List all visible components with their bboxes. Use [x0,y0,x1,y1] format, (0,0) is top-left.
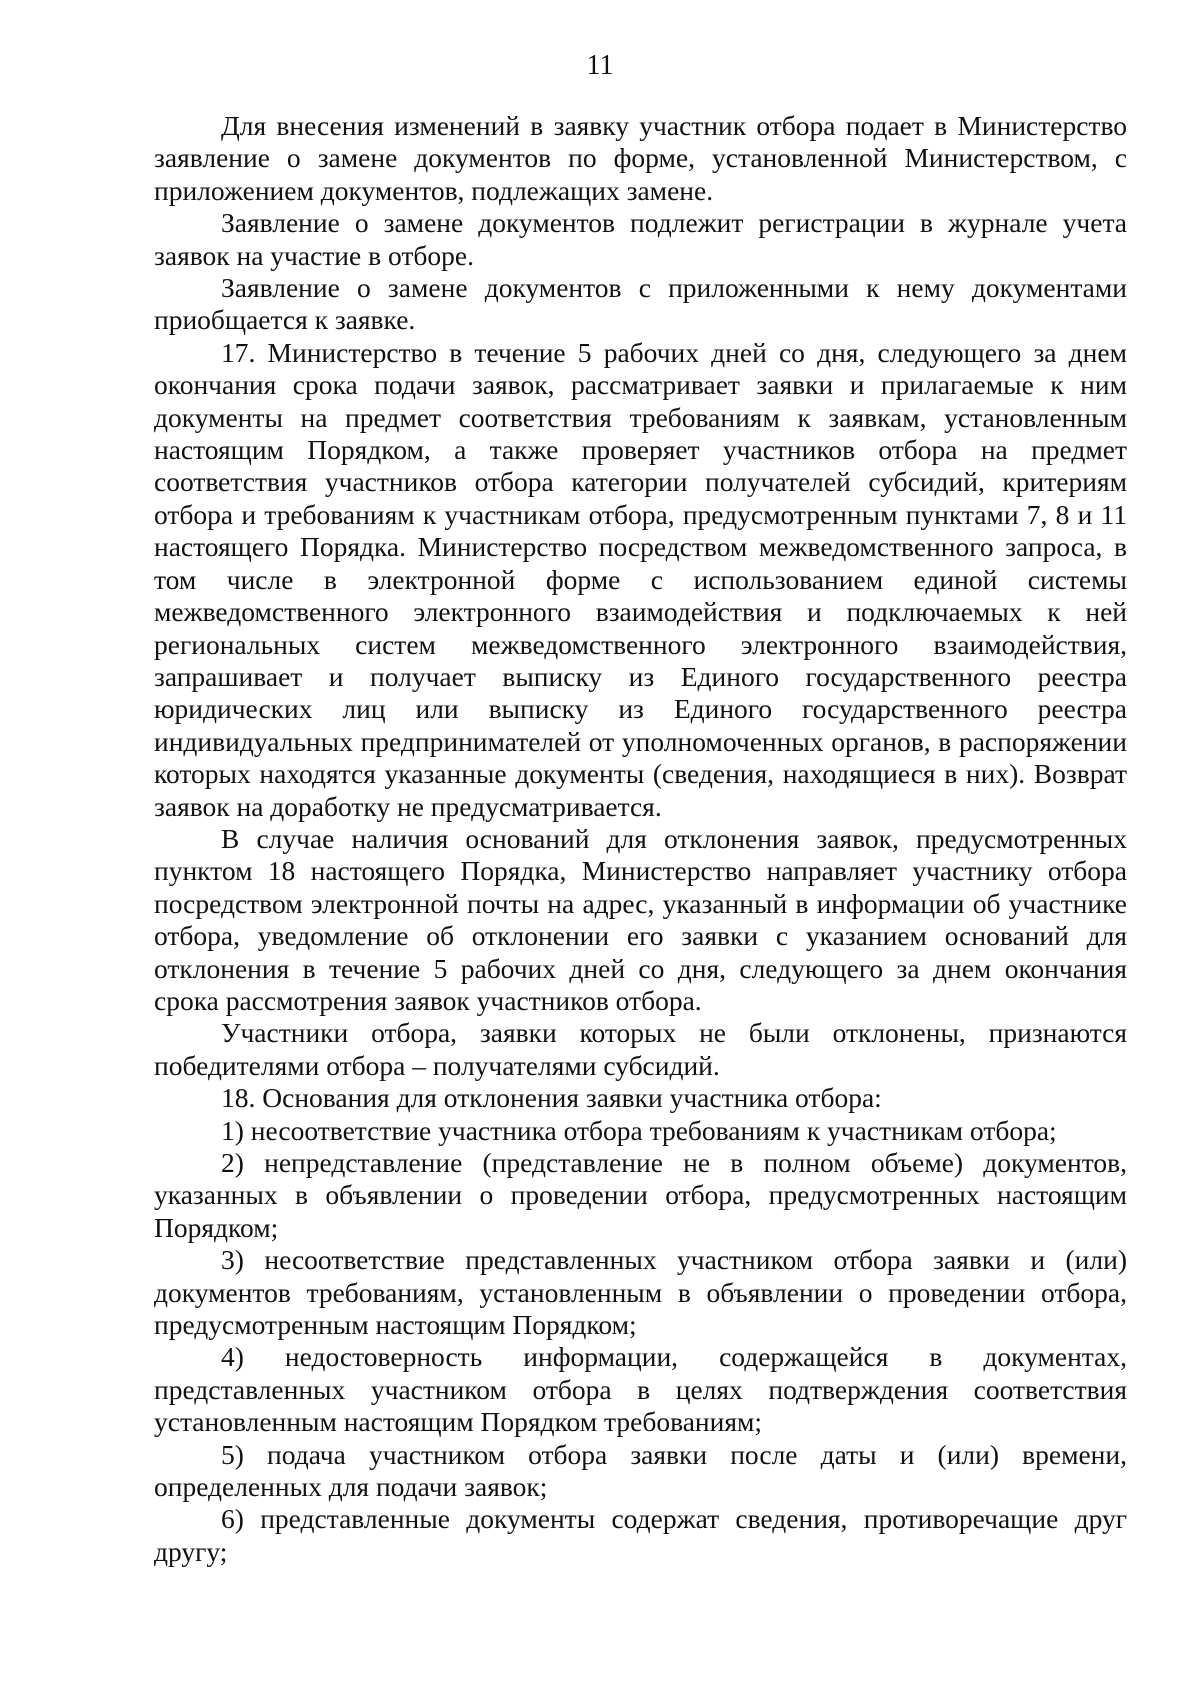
paragraph-winners: Участники отбора, заявки которых не были отклонены, признаются победителями отбора – получателями субсидий. [154,1017,1127,1081]
list-item-4: 4) недостоверность информации, содержащейся в документах, представленных участником отбора в целях подтверждения соответствия установленным настоящим Порядком требованиям; [154,1341,1127,1438]
list-item-1: 1) несоответствие участника отбора требованиям к участникам отбора; [221,1114,1057,1146]
list-item-5: 5) подача участником отбора заявки после даты и (или) времени, определенных для подачи заявок; [154,1438,1127,1503]
document-body [154,110,1127,1568]
paragraph-rejection-notice: В случае наличия оснований для отклонения заявок, предусмотренных пунктом 18 настоящего Порядка, Министерство направляет участнику отбора посредством электронной почты на адрес, указанный в информации об участнике отбора, уведомление об отклонении его заявки с указанием оснований для отклонения в течение 5 рабочих дней со дня, следующего за днем окончания срока рассмотрения заявок участников отбора. [154,822,1127,1016]
paragraph-attachment: Заявление о замене документов с приложенными к нему документами приобщается к заявке. [154,272,1127,336]
paragraph-17-review: 17. Министерство в течение 5 рабочих дней со дня, следующего за днем окончания срока подачи заявок, рассматривает заявки и прилагаемые к ним документы на предмет соответствия требованиям к заявкам, установленным настоящим Порядком, а также проверяет участников отбора на предмет соответствия участников отбора категории получателей субсидий, критериям отбора и требованиям к участникам отбора, предусмотренным пунктами 7, 8 и 11 настоящего Порядка. Министерство посредством межведомственного запроса, в том числе в электронной форме с использованием единой системы межведомственного электронного взаимодействия и подключаемых к ней региональных систем межведомственного электронного взаимодействия, запрашивает и получает выписку из Единого государственного реестра юридических лиц или выписку из Единого государственного реестра индивидуальных предпринимателей от уполномоченных органов, в распоряжении которых находятся указанные документы (сведения, находящиеся в них). Возврат заявок на доработку не предусматривается. [154,336,1127,822]
list-item-3: 3) несоответствие представленных участником отбора заявки и (или) документов требованиям, установленным в объявлении о проведении отбора, предусмотренным настоящим Порядком; [154,1244,1127,1341]
paragraph-18-grounds: 18. Основания для отклонения заявки участника отбора: [221,1082,882,1114]
list-item-2: 2) непредставление (представление не в полном объеме) документов, указанных в объявлении о проведении отбора, предусмотренных настоящим Порядком; [154,1147,1127,1243]
page-number: 11 [586,50,614,81]
paragraph-change-request: Для внесения изменений в заявку участник отбора подает в Министерство заявление о замене документов по форме, установленной Министерством, с приложением документов, подлежащих замене. [154,110,1127,206]
list-item-6: 6) представленные документы содержат сведения, противоречащие друг другу; [154,1503,1127,1567]
paragraph-registration: Заявление о замене документов подлежит регистрации в журнале учета заявок на участие в отборе. [154,207,1127,271]
